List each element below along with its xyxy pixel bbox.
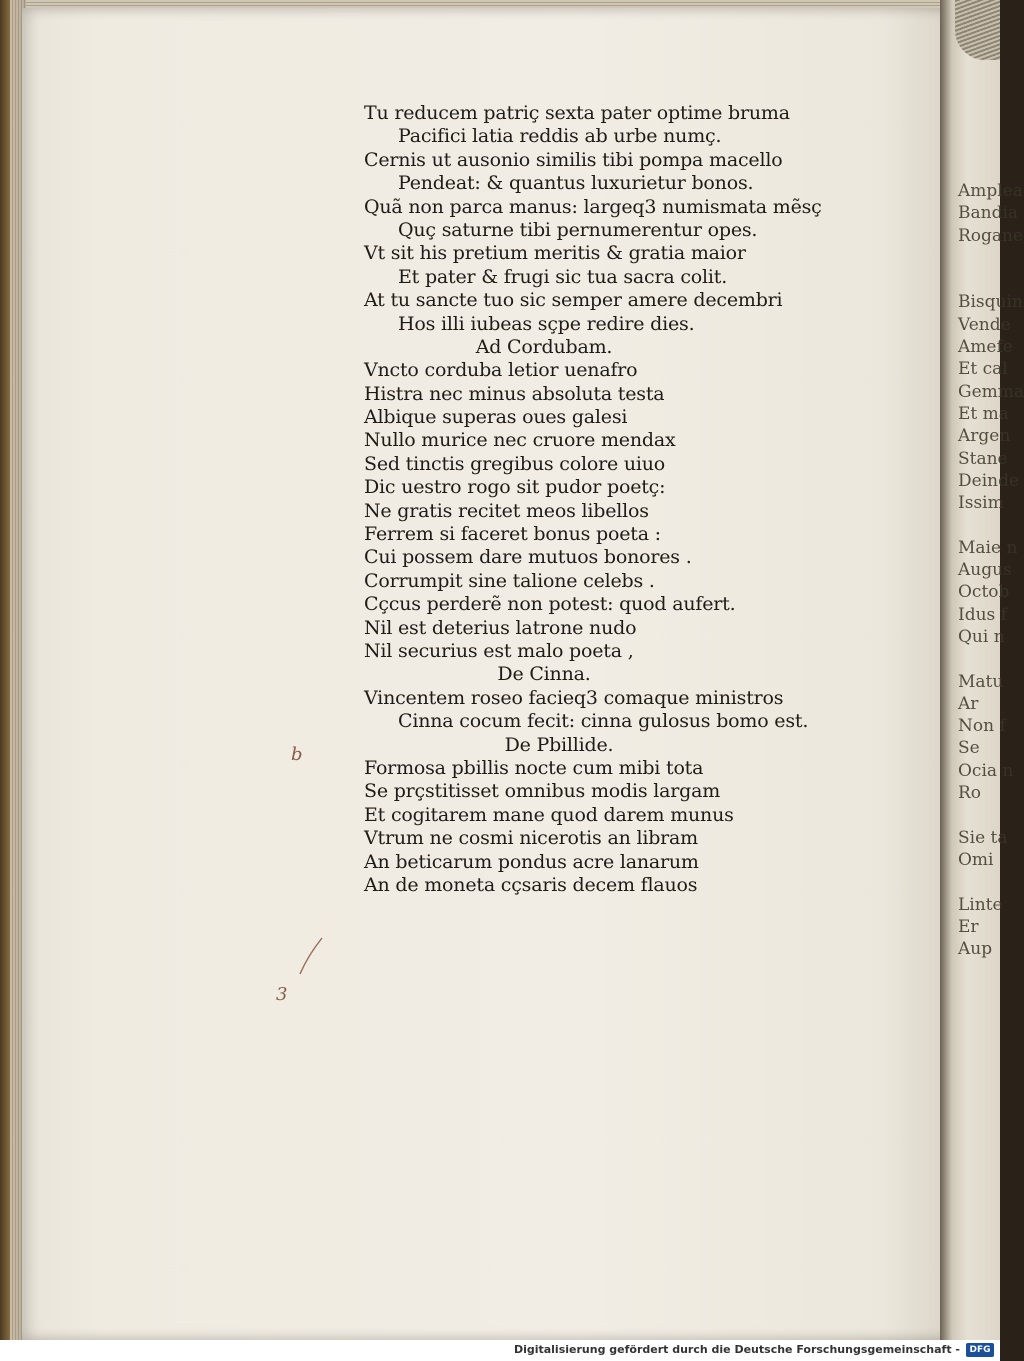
facing-page-fragment: Idus f [958, 604, 1007, 625]
facing-page-fragment: Octob [958, 582, 1010, 603]
verse-line: Nullo murice nec cruore mendax [364, 429, 676, 452]
facing-page-fragment: Ar [958, 693, 979, 714]
facing-page-fragment: Ro [958, 783, 982, 804]
marginal-annotation-3: 3 [276, 984, 288, 1005]
facing-page-fragment [958, 247, 1008, 269]
facing-page-text [958, 180, 1024, 960]
verse-line: At tu sancte tuo sic semper amere decembri [364, 289, 783, 312]
verse-line: Cui possem dare mutuos bonores . [364, 546, 692, 569]
facing-page-fragment: Bisquin [958, 292, 1023, 313]
verse-line: Dic uestro rogo sit pudor poetç: [364, 476, 666, 499]
facing-page-fragment: Sie ta [958, 827, 1008, 848]
verse-line: Et cogitarem mane quod darem munus [364, 803, 734, 826]
verse-line: Vncto corduba letior uenafro [364, 359, 638, 382]
verse-line: Histra nec minus absoluta testa [364, 382, 665, 405]
verse-line: Nil est deterius latrone nudo [364, 616, 637, 639]
dfg-logo: DFG [966, 1343, 994, 1357]
verse-line: Pendeat: & quantus luxurietur bonos. [398, 172, 754, 195]
marginal-annotation-b: b [291, 744, 303, 765]
verse-line: Quã non parca manus: largeq3 numismata mẽsç [364, 195, 822, 218]
verse-line: Formosa pbillis nocte cum mibi tota [364, 756, 704, 779]
facing-page-fragment: Ocia n [958, 760, 1014, 781]
verse-line: Cçcus perderẽ non potest: quod aufert. [364, 593, 736, 616]
facing-page-fragment: Amplea [958, 181, 1023, 201]
verse-line: Albique superas oues galesi [364, 406, 628, 429]
facing-page-fragment: Et ma [958, 403, 1009, 424]
verse-line: Cernis ut ausonio similis tibi pompa macello [364, 148, 783, 171]
facing-page-fragment: Aup [958, 939, 993, 960]
facing-page-fragment: Er [958, 916, 979, 937]
verse-line: Ne gratis recitet meos libellos [364, 499, 649, 522]
facing-page-fragment: Se [958, 738, 980, 759]
facing-page-fragment: Matu [958, 671, 1004, 692]
marginal-pen-stroke [296, 936, 326, 976]
facing-page-fragment: Gemma [958, 381, 1024, 402]
facing-page-fragment [958, 514, 1008, 536]
verse-line: Vtrum ne cosmi nicerotis an libram [364, 827, 698, 850]
facing-page-fragment: Deinde [958, 470, 1020, 491]
verse-line: Se prçstitisset omnibus modis largam [364, 780, 721, 803]
verse-line: Sed tinctis gregibus colore uiuo [364, 452, 666, 475]
facing-page-fragment [958, 804, 1008, 826]
facing-page-fragment: Issim [958, 493, 1004, 514]
facing-page-fragment [958, 871, 1008, 893]
verse-line: Quç saturne tibi pernumerentur opes. [398, 218, 758, 241]
facing-page-fragment: Argen [958, 426, 1011, 447]
funding-notice: Digitalisierung gefördert durch die Deutsche Forschungsgemeinschaft - [513, 1343, 960, 1356]
facing-page-fragment: Vende [958, 314, 1011, 335]
facing-page-fragment: Qui n [958, 626, 1005, 647]
facing-page-fragment: Augus [958, 560, 1012, 581]
verse-line: An beticarum pondus acre lanarum [364, 850, 699, 873]
verse-line: Tu reducem patriç sexta pater optime bruma [364, 102, 790, 124]
facing-page-fragment: Non f [958, 716, 1006, 737]
facing-page-fragment: Et cal [958, 359, 1008, 380]
facing-page-fragment: Bandia [958, 203, 1019, 224]
facing-page-fragment [958, 648, 1008, 670]
verse-line: Ferrem si faceret bonus poeta : [364, 523, 661, 546]
facing-page-fragment: Amefe [958, 337, 1013, 358]
facing-page-fragment: Linte [958, 894, 1003, 915]
section-heading: De Cinna. [497, 663, 591, 686]
facing-page-fragment: Maie n [958, 537, 1018, 558]
footer-bar [0, 1340, 1000, 1361]
facing-page-fragment: Stane [958, 448, 1008, 469]
poem-text [364, 102, 844, 897]
verse-line: Cinna cocum fecit: cinna gulosus bomo est. [398, 710, 809, 733]
verse-line: Vincentem roseo facieq3 comaque ministros [364, 686, 784, 709]
verse-line: Corrumpit sine talione celebs . [364, 569, 655, 592]
facing-page-fragment: Omi [958, 849, 994, 870]
facing-page-fragment [958, 269, 1008, 291]
verse-line: Et pater & frugi sic tua sacra colit. [398, 265, 728, 288]
verse-line: An de moneta cçsaris decem flauos [364, 873, 698, 896]
section-heading: De Pbillide. [504, 733, 614, 756]
verse-line: Nil securius est malo poeta , [364, 639, 634, 662]
verse-line: Pacifici latia reddis ab urbe numç. [398, 125, 722, 148]
verse-line: Vt sit his pretium meritis & gratia maior [364, 242, 746, 265]
facing-page-fragment: Rogane [958, 225, 1024, 246]
section-heading: Ad Cordubam. [475, 335, 613, 358]
verse-line: Hos illi iubeas sçpe redire dies. [398, 312, 695, 335]
